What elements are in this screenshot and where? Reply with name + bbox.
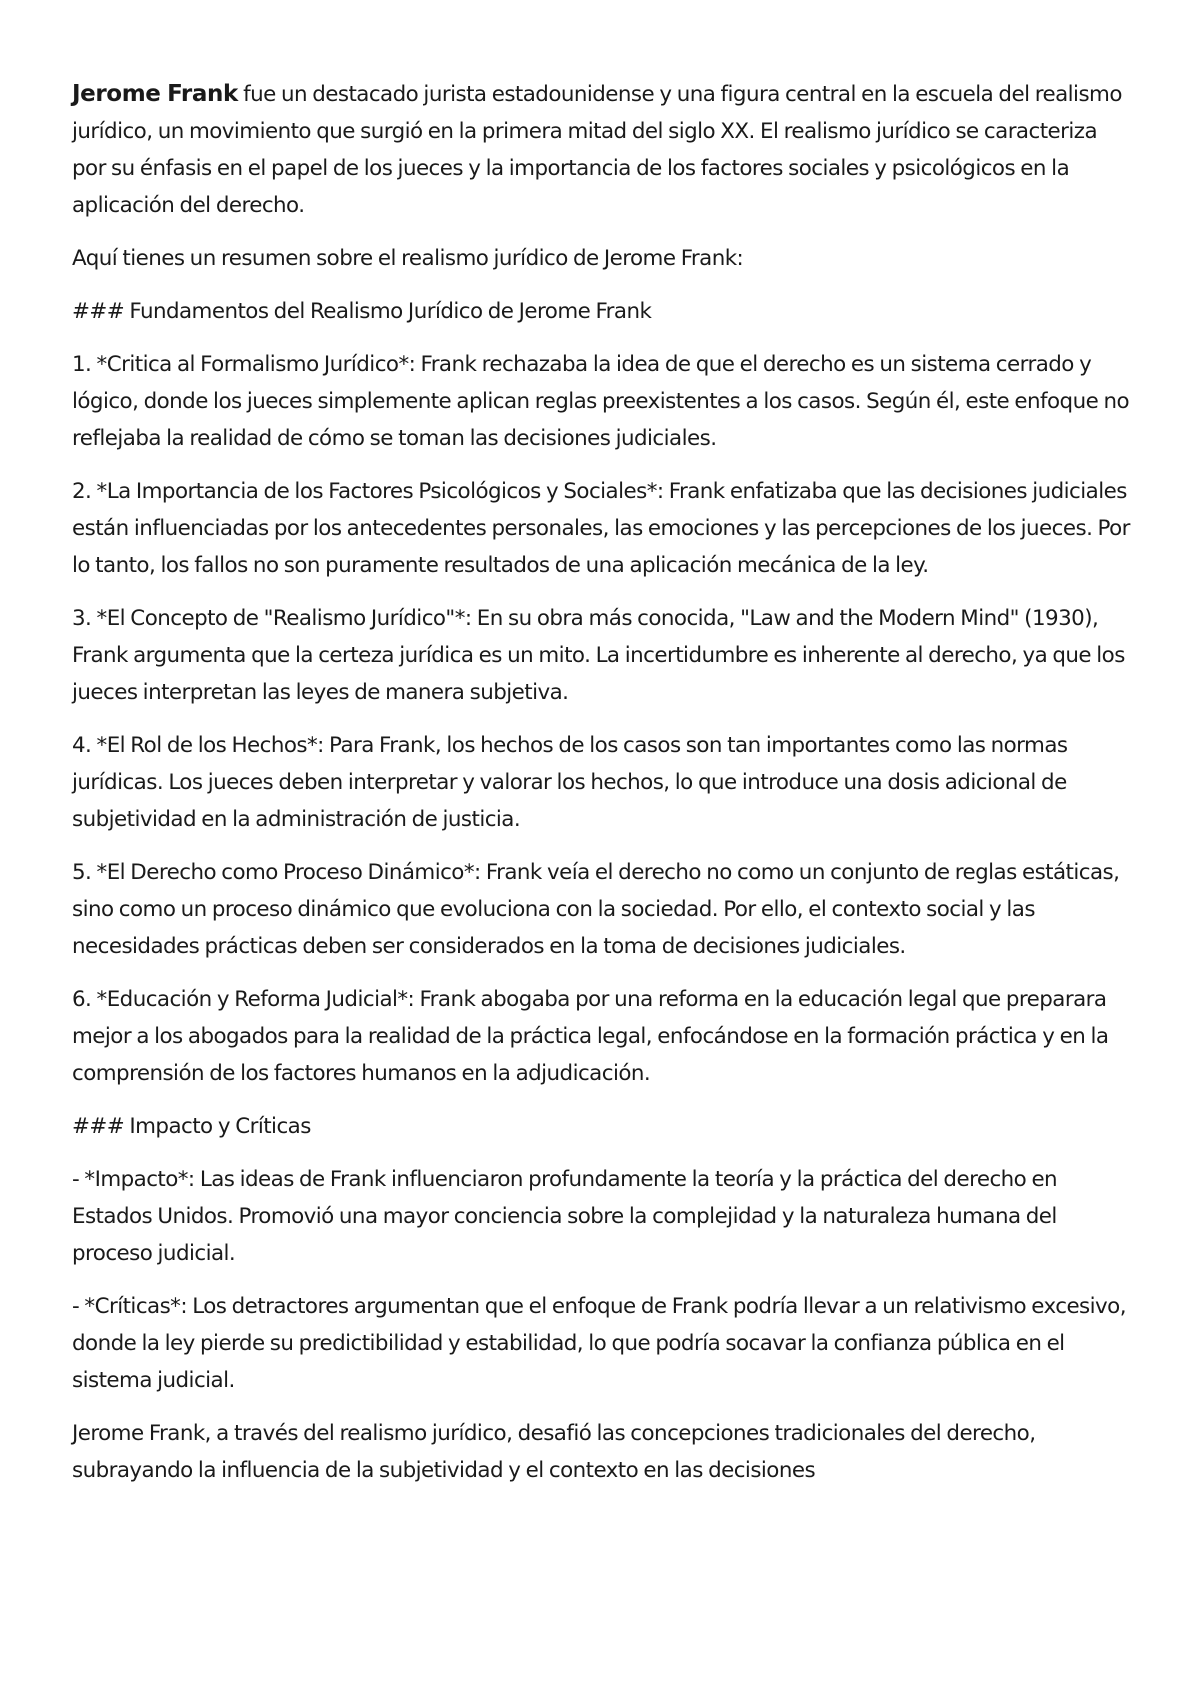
point-2: 2. *La Importancia de los Factores Psicológicos y Sociales*: Frank enfatizaba que las decisiones judiciales están influenciadas por los antecedentes personales, las emociones y las percepciones de los jueces. Por lo tanto, los fallos no son puramente resultados de una aplicación mecánica de la ley. [72,479,1130,578]
summary-intro: Aquí tienes un resumen sobre el realismo jurídico de Jerome Frank: [72,246,744,271]
point-3: 3. *El Concepto de "Realismo Jurídico"*: En su obra más conocida, "Law and the Modern Mind" (1930), Frank argumenta que la certeza jurídica es un mito. La incertidumbre es inherente al derecho, ya que los jueces interpretan las leyes de manera subjetiva. [72,606,1125,705]
author-name: Jerome Frank [72,81,238,107]
impact-item: - *Impacto*: Las ideas de Frank influenciaron profundamente la teoría y la práctica del derecho en Estados Unidos. Promovió una mayor conciencia sobre la complejidad y la naturaleza humana del proceso judicial. [72,1167,1058,1266]
point-6: 6. *Educación y Reforma Judicial*: Frank abogaba por una reforma en la educación legal que preparara mejor a los abogados para la realidad de la práctica legal, enfocándose en la formación práctica y en la comprensión de los factores humanos en la adjudicación. [72,987,1109,1086]
point-4: 4. *El Rol de los Hechos*: Para Frank, los hechos de los casos son tan importantes como las normas jurídicas. Los jueces deben interpretar y valorar los hechos, lo que introduce una dosis adicional de subjetividad en la administración de justicia. [72,733,1068,832]
intro-paragraph [72,76,1130,224]
criticism-item: - *Críticas*: Los detractores argumentan que el enfoque de Frank podría llevar a un relativismo excesivo, donde la ley pierde su predictibilidad y estabilidad, lo que podría socavar la confianza pública en el sistema judicial. [72,1294,1126,1393]
point-5: 5. *El Derecho como Proceso Dinámico*: Frank veía el derecho no como un conjunto de reglas estáticas, sino como un proceso dinámico que evoluciona con la sociedad. Por ello, el contexto social y las necesidades prácticas deben ser considerados en la toma de decisiones judiciales. [72,860,1120,959]
heading-fundamentos: ### Fundamentos del Realismo Jurídico de Jerome Frank [72,299,652,324]
intro-text: fue un destacado jurista estadounidense y una figura central en la escuela del realismo jurídico, un movimiento que surgió en la primera mitad del siglo XX. El realismo jurídico se caracteriza por su énfasis en el papel de los jueces y la importancia de los factores sociales y psicológicos en la aplicación del derecho. [72,82,1122,218]
point-1: 1. *Critica al Formalismo Jurídico*: Frank rechazaba la idea de que el derecho es un sistema cerrado y lógico, donde los jueces simplemente aplican reglas preexistentes a los casos. Según él, este enfoque no reflejaba la realidad de cómo se toman las decisiones judiciales. [72,352,1129,451]
conclusion-paragraph: Jerome Frank, a través del realismo jurídico, desafió las concepciones tradicionales del derecho, subrayando la influencia de la subjetividad y el contexto en las decisiones [72,1421,1036,1483]
heading-impacto: ### Impacto y Críticas [72,1114,311,1139]
